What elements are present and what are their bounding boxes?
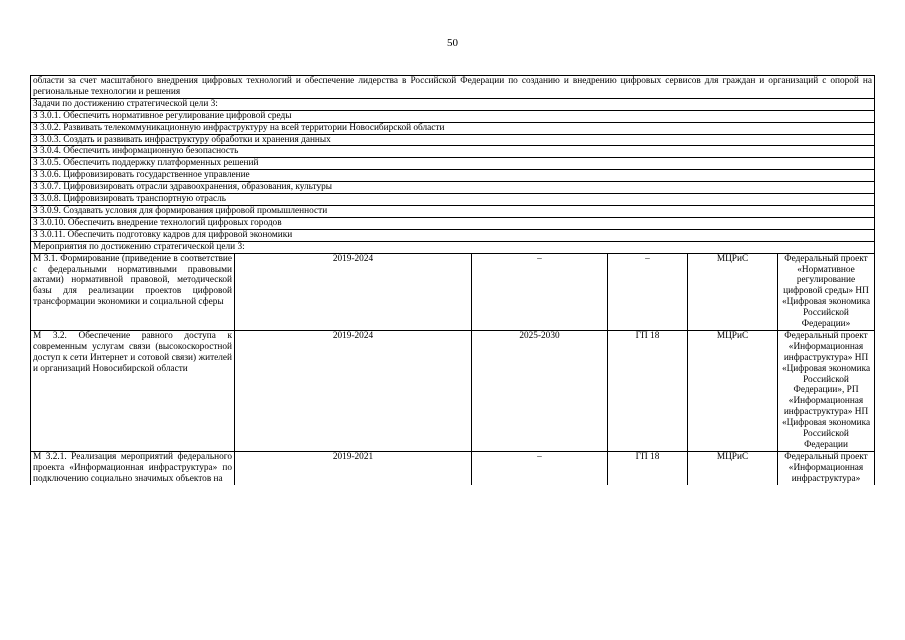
measure-executor: МЦРиС [688, 330, 778, 451]
task-row [31, 205, 875, 217]
task-item: З 3.0.8. Цифровизировать транспортную отрасль [31, 194, 875, 206]
measure-name: М 3.1. Формирование (приведение в соответствие с федеральными нормативными правовыми актами) нормативной правовой, методической базы для реализации проектов цифровой трансформации экономики и социальной сферы [31, 253, 235, 330]
measure-row [31, 451, 875, 484]
measure-name: М 3.2.1. Реализация мероприятий федерального проекта «Информационная инфраструктура» по подключению социально значимых объектов на [31, 451, 235, 484]
intro-row [31, 76, 875, 99]
measure-name: М 3.2. Обеспечение равного доступа к современным услугам связи (высокоскоростной доступ к сети Интернет и сотовой связи) жителей и организаций Новосибирской области [31, 330, 235, 451]
task-row [31, 229, 875, 241]
strategy-table [30, 75, 875, 485]
measure-period-2: – [472, 253, 608, 330]
measure-project: Федеральный проект «Информационная инфраструктура» НП «Цифровая экономика Российской Федерации», РП «Информационная инфраструктура» НП «Цифровая экономика Российской Федерации [778, 330, 875, 451]
task-item: З 3.0.5. Обеспечить поддержку платформенных решений [31, 158, 875, 170]
task-row [31, 170, 875, 182]
measure-row [31, 253, 875, 330]
measure-project: Федеральный проект «Информационная инфраструктура» [778, 451, 875, 484]
measure-period-2: – [472, 451, 608, 484]
task-row [31, 194, 875, 206]
task-row [31, 110, 875, 122]
tasks-header-row [31, 98, 875, 110]
measures-header: Мероприятия по достижению стратегической цели 3: [31, 241, 875, 253]
task-item: З 3.0.10. Обеспечить внедрение технологий цифровых городов [31, 217, 875, 229]
measure-program: – [608, 253, 688, 330]
task-item: З 3.0.7. Цифровизировать отрасли здравоохранения, образования, культуры [31, 182, 875, 194]
task-item: З 3.0.2. Развивать телекоммуникационную инфраструктуру на всей территории Новосибирской области [31, 122, 875, 134]
task-item: З 3.0.4. Обеспечить информационную безопасность [31, 146, 875, 158]
task-row [31, 182, 875, 194]
task-row [31, 217, 875, 229]
measure-period-1: 2019-2024 [235, 330, 472, 451]
task-item: З 3.0.6. Цифровизировать государственное управление [31, 170, 875, 182]
measure-executor: МЦРиС [688, 451, 778, 484]
task-item: З 3.0.1. Обеспечить нормативное регулирование цифровой среды [31, 110, 875, 122]
task-item: З 3.0.9. Создавать условия для формирования цифровой промышленности [31, 205, 875, 217]
measure-program: ГП 18 [608, 451, 688, 484]
measure-period-2: 2025-2030 [472, 330, 608, 451]
task-row [31, 158, 875, 170]
measure-program: ГП 18 [608, 330, 688, 451]
measure-project: Федеральный проект «Нормативное регулирование цифровой среды» НП «Цифровая экономика Российской Федерации» [778, 253, 875, 330]
intro-text: области за счет масштабного внедрения цифровых технологий и обеспечение лидерства в Российской Федерации по созданию и внедрению цифровых сервисов для граждан и организаций с опорой на региональные технологии и решения [31, 76, 875, 99]
page-number: 50 [447, 37, 458, 49]
task-item: З 3.0.3. Создать и развивать инфраструктуру обработки и хранения данных [31, 134, 875, 146]
task-row [31, 134, 875, 146]
task-item: З 3.0.11. Обеспечить подготовку кадров для цифровой экономики [31, 229, 875, 241]
task-row [31, 146, 875, 158]
measure-executor: МЦРиС [688, 253, 778, 330]
measure-period-1: 2019-2024 [235, 253, 472, 330]
measure-row [31, 330, 875, 451]
measures-header-row [31, 241, 875, 253]
task-row [31, 122, 875, 134]
measure-period-1: 2019-2021 [235, 451, 472, 484]
tasks-header: Задачи по достижению стратегической цели 3: [31, 98, 875, 110]
